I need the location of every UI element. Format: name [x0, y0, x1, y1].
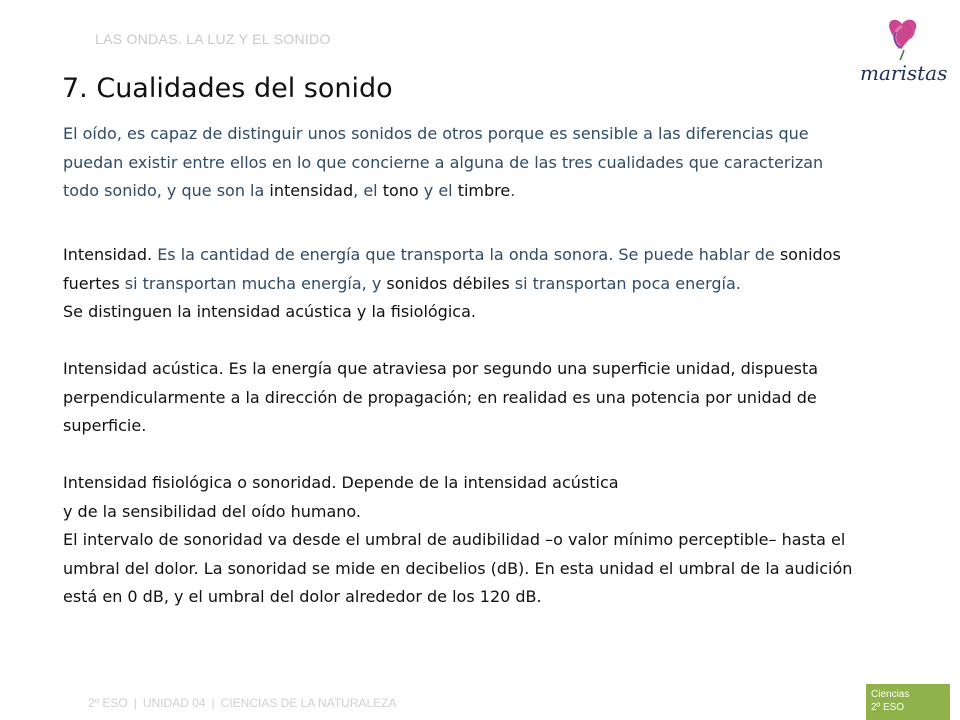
sonoridad-paragraph: El intervalo de sonoridad va desde el umbral de audibilidad –o valor mínimo perceptible– hasta el umbral del dolor. La sonoridad se mide en decibelios (dB). En esta unidad el umbral de la audición está en 0 dB, y el umbral del dolor alrededor de los 120 dB. — [63, 530, 853, 606]
term-intensidad: Intensidad. — [63, 245, 153, 264]
intensidad-paragraph: Intensidad. Es la cantidad de energía que transporta la onda sonora. Se puede hablar de sonidos fuertes si transportan mucha energía, y sonidos débiles si transportan poca energía. — [63, 245, 841, 293]
page-title: 7. Cualidades del sonido — [62, 73, 393, 104]
keyword-tono: tono — [382, 181, 419, 200]
content-body — [63, 241, 863, 612]
unit-title: LAS ONDAS. LA LUZ Y EL SONIDO — [95, 31, 331, 47]
logo-text: maristas — [860, 61, 948, 85]
keyword-intensidad: intensidad — [269, 181, 354, 200]
subject-badge — [866, 684, 950, 720]
footer: 2º ESO | UNIDAD 04 | CIENCIAS DE LA NATURALEZA — [88, 696, 397, 710]
maristas-logo — [858, 14, 950, 94]
keyword-sonidos-fuertes: sonidos fuertes — [63, 245, 841, 293]
badge-line2: 2º ESO — [871, 702, 905, 713]
keyword-sonidos-debiles: sonidos débiles — [386, 273, 510, 293]
footer-unit: UNIDAD 04 — [142, 696, 206, 710]
acustica-paragraph: Intensidad acústica. Es la energía que atraviesa por segundo una superficie unidad, dispuesta perpendicularmente a la dirección de propagación; en realidad es una potencia por unidad de superficie. — [63, 359, 819, 435]
fisiologica-line1: Intensidad fisiológica o sonoridad. Depende de la intensidad acústica — [63, 473, 619, 492]
footer-subject: CIENCIAS DE LA NATURALEZA — [220, 696, 397, 710]
keyword-timbre: timbre — [457, 181, 511, 200]
badge-line1: Ciencias — [871, 689, 910, 700]
footer-course: 2º ESO — [88, 696, 128, 710]
fisiologica-line2: y de la sensibilidad del oído humano. — [63, 501, 361, 521]
intensidad-types-line: Se distinguen la intensidad acústica y la fisiológica. — [63, 302, 476, 321]
heart-flower-logo-icon — [858, 14, 950, 94]
intro-paragraph: El oído, es capaz de distinguir unos sonidos de otros porque es sensible a las diferencias que puedan existir entre ellos en lo que concierne a alguna de las tres cualidades que caracterizan todo sonido, y que son la intensidad, el tono y el timbre. — [63, 124, 824, 200]
